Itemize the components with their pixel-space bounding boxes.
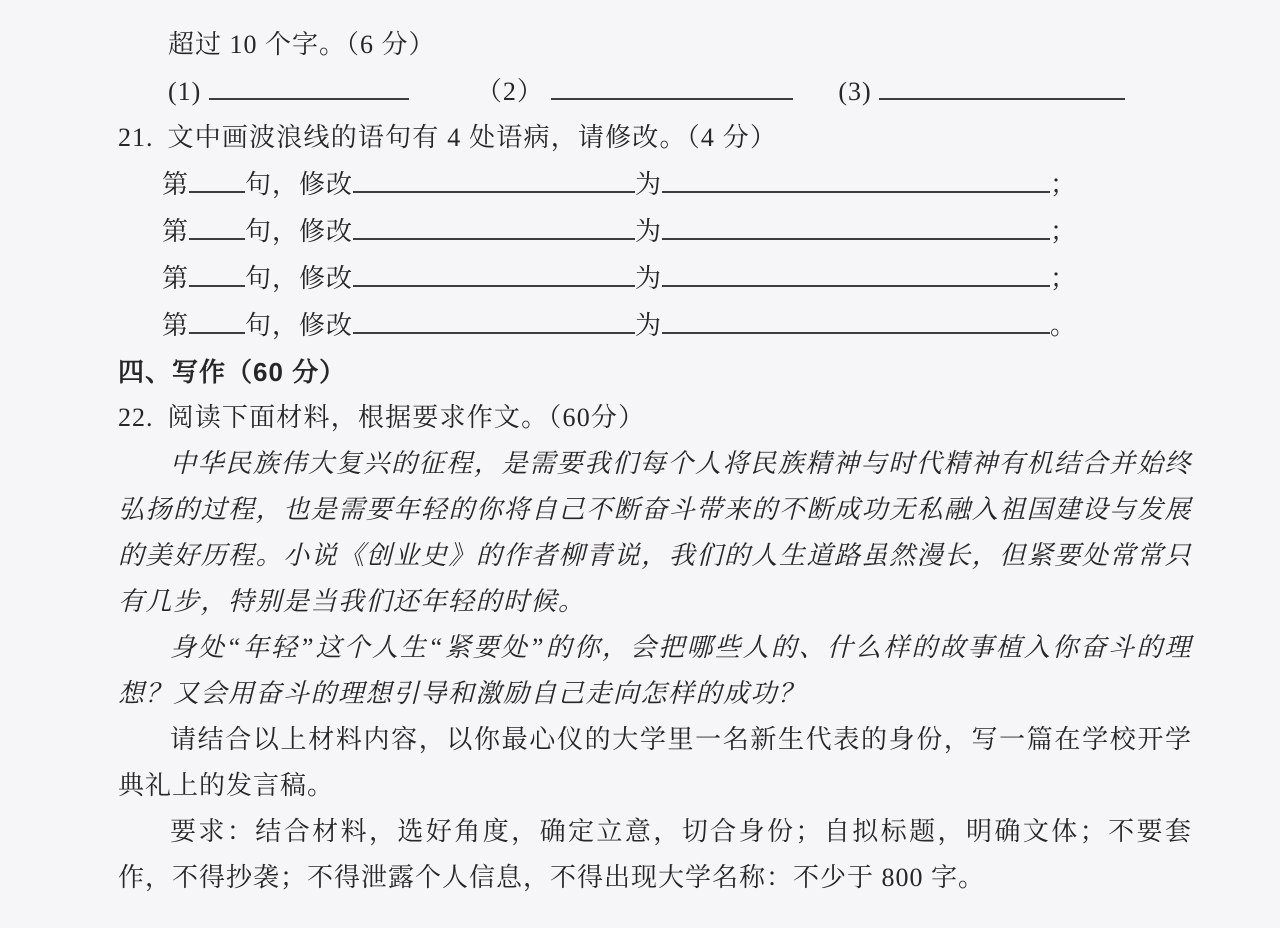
q21-row-3-label-di: 第 bbox=[162, 264, 190, 293]
q21-row-3-blank-num bbox=[189, 255, 245, 287]
q20-tail-line: 超过 10 个字。（6 分） bbox=[168, 30, 436, 59]
q21-row-1-label-wei: 为 bbox=[635, 170, 663, 199]
q21-row-1-label-di: 第 bbox=[162, 170, 190, 199]
q21-row-3 bbox=[118, 255, 1192, 302]
q21-row-2 bbox=[118, 208, 1192, 255]
q21-row-4-blank-orig bbox=[353, 302, 635, 334]
q22-number: 22. bbox=[118, 403, 154, 432]
q21-row-3-label-xiugai: 句，修改 bbox=[245, 264, 354, 293]
q21-row-2-blank-orig bbox=[353, 208, 635, 240]
q21-row-1-blank-num bbox=[189, 161, 245, 193]
q21-row-4-label-wei: 为 bbox=[635, 311, 663, 340]
q22-heading bbox=[118, 395, 1192, 441]
q21-row-3-end: ； bbox=[1050, 264, 1078, 293]
q21-row-2-label-wei: 为 bbox=[635, 217, 663, 246]
q22-requirements-paragraph: 要求：结合材料，选好角度，确定立意，切合身份；自拟标题，明确文体；不要套作，不得抄袭；不得泄露个人信息，不得出现大学名称：不少于 800 字。 bbox=[118, 817, 1192, 892]
q21-row-1 bbox=[118, 161, 1192, 208]
q21-row-4-end: 。 bbox=[1050, 311, 1078, 340]
q21-row-2-label-xiugai: 句，修改 bbox=[245, 217, 354, 246]
q21-row-4 bbox=[118, 302, 1192, 349]
q21-row-3-blank-fix bbox=[662, 255, 1050, 287]
q21-row-2-blank-num bbox=[189, 208, 245, 240]
q21-row-4-blank-num bbox=[189, 302, 245, 334]
q21-row-2-blank-fix bbox=[662, 208, 1050, 240]
q21-row-4-label-di: 第 bbox=[162, 311, 190, 340]
q21-text: 文中画波浪线的语句有 4 处语病，请修改。（4 分） bbox=[167, 123, 778, 152]
q21-row-1-blank-orig bbox=[353, 161, 635, 193]
q22-task-paragraph: 请结合以上材料内容，以你最心仪的大学里一名新生代表的身份，写一篇在学校开学典礼上的发言稿。 bbox=[118, 725, 1192, 800]
q22-material-paragraph-2: 身处“年轻”这个人生“紧要处”的你，会把哪些人的、什么样的故事植入你奋斗的理想？又会用奋斗的理想引导和激励自己走向怎样的成功？ bbox=[118, 633, 1192, 708]
q22-material-paragraph-1: 中华民族伟大复兴的征程，是需要我们每个人将民族精神与时代精神有机结合并始终弘扬的过程，也是需要年轻的你将自己不断奋斗带来的不断成功无私融入祖国建设与发展的美好历程。小说《创业史》的作者柳青说，我们的人生道路虽然漫长，但紧要处常常只有几步，特别是当我们还年轻的时候。 bbox=[118, 449, 1192, 616]
q22-intro: 阅读下面材料，根据要求作文。（60分） bbox=[167, 403, 646, 432]
q21-row-1-label-xiugai: 句，修改 bbox=[245, 170, 354, 199]
q21-row-3-blank-orig bbox=[353, 255, 635, 287]
q20-item-2-label: （2） bbox=[475, 77, 544, 106]
exam-paper-page bbox=[118, 0, 1192, 901]
q21-row-2-end: ； bbox=[1050, 217, 1078, 246]
q21-row-4-label-xiugai: 句，修改 bbox=[245, 311, 354, 340]
q20-item-1-blank bbox=[209, 68, 409, 100]
section4-heading: 四、写作（60 分） bbox=[118, 357, 347, 387]
q21-row-4-blank-fix bbox=[662, 302, 1050, 334]
q20-answer-blanks bbox=[118, 68, 1192, 115]
q20-item-3-label: (3) bbox=[838, 77, 872, 106]
q21-row-3-label-wei: 为 bbox=[635, 264, 663, 293]
q21-number: 21. bbox=[118, 123, 154, 152]
q21-heading bbox=[118, 115, 1192, 161]
q21-row-1-blank-fix bbox=[662, 161, 1050, 193]
q21-row-2-label-di: 第 bbox=[162, 217, 190, 246]
q21-row-1-end: ； bbox=[1050, 170, 1078, 199]
q20-item-3-blank bbox=[879, 68, 1125, 100]
q20-item-2-blank bbox=[551, 68, 793, 100]
q20-item-1-label: (1) bbox=[168, 77, 202, 106]
